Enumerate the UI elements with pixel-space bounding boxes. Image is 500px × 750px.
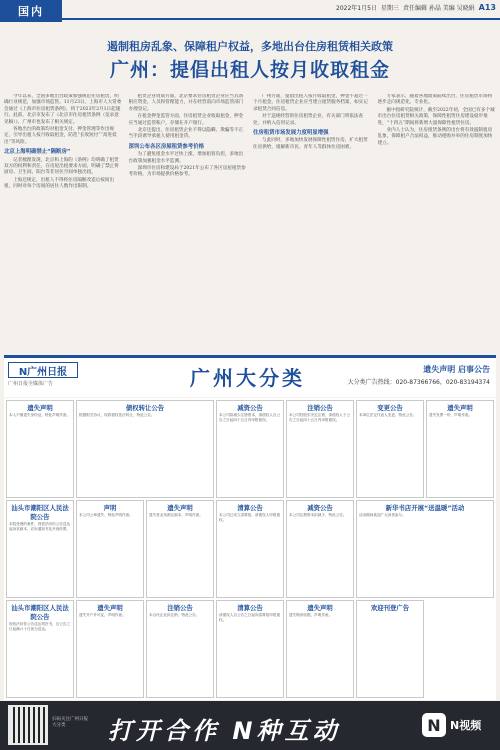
issue-date: 2022年1月5日 — [336, 5, 377, 12]
classified-notice — [286, 500, 354, 598]
notice-body: 本单位法定代表人变更，特此公告。 — [359, 413, 417, 417]
qr-code-icon[interactable] — [8, 705, 48, 745]
header-rule — [62, 18, 500, 20]
notice-body: 本合伙企业拟注销，特此公告。 — [149, 613, 200, 617]
paragraph: 为了避免租金水平过快上涨，增加租客负担，多地出台政策加强租金水平监测。 — [128, 152, 244, 164]
paragraph: 各地出台的政策均对租金支付、押金管理等作出规定，引导出租人按月收取租金，防范“长收短付”“高进低出”等风险。 — [4, 127, 117, 145]
article-subtitle: 遏制租房乱象、保障租户权益，多地出台住房租赁相关政策 — [107, 40, 393, 53]
paragraph: 与此同时，多地加快发展保障性租赁住房，扩大租赁住房供给，缓解新市民、青年人等群体住房困难。 — [253, 138, 368, 150]
notice-title: 欢迎刊登广告 — [370, 604, 410, 612]
notice-body: 本公司已成立清算组，请债权人申报债权。 — [219, 513, 281, 522]
ad-hotline: 大分类广告热线：020-87366766，020-83194374 — [347, 379, 490, 386]
qr-caption: 扫码关注广州日报大分类 — [52, 717, 88, 728]
notice-title: 债权转让公告 — [125, 404, 165, 412]
notice-title: 遗失声明 — [97, 604, 123, 612]
paragraph: 北京还提出，住房租赁企业不得以隐瞒、欺骗等不正当手段诱导承租人使用租金贷。 — [128, 128, 244, 140]
classified-notice — [6, 400, 74, 498]
classified-notice — [6, 600, 74, 698]
notice-title: 汕头市潮阳区人民法院公告 — [11, 504, 69, 521]
article-body — [4, 94, 496, 352]
notice-title: 汕头市潮阳区人民法院公告 — [11, 604, 69, 621]
editors: 责任编辑 孙晶 美编 吴晓娟 — [402, 5, 475, 12]
classified-slogan: 遗失声明 启事公告 — [423, 365, 490, 374]
notice-title: 遗失声明 — [447, 404, 473, 412]
notice-body: 遗失营业执照正副本，声明作废。 — [149, 513, 203, 517]
notice-body: 遗失开户许可证，声明作废。 — [79, 613, 126, 617]
notice-body: 根据相关协议，现将债权依法转让，特此公告。 — [79, 413, 155, 417]
notice-title: 减资公告 — [307, 504, 333, 512]
classified-title: 广州大分类 — [190, 366, 305, 390]
notice-body: 本公司经股东决定注销，请债权人于公告之日起四十五日内申报债权。 — [289, 413, 351, 422]
paragraph: 在租金押金监管方面，住房租赁企业收取租金、押金应当通过监管账户，存储在开户银行。 — [128, 114, 244, 126]
article-column-2 — [129, 94, 248, 352]
classified-notice — [286, 600, 354, 698]
article-headline: 广州：提倡出租人按月收取租金 — [109, 59, 390, 81]
classified-grid — [4, 398, 496, 700]
footer-slogan: 打开合作 N种互动 — [108, 717, 341, 745]
classified-notice — [356, 600, 424, 698]
notice-body: 本院受理的案件，现依法向你公告送达起诉状副本、应诉通知书及开庭传票。 — [9, 522, 71, 531]
classified-notice — [76, 500, 144, 598]
notice-body: 遗失发票一份，声明作废。 — [429, 413, 473, 417]
notice-title: 清算公告 — [237, 604, 263, 612]
classified-notice — [216, 600, 284, 698]
notice-title: 注销公告 — [167, 604, 193, 612]
notice-body: 本公司公章遗失，特此声明作废。 — [79, 513, 133, 517]
logo-caption: 广州日报全媒体广告 — [8, 381, 54, 387]
n-video-label: N视频 — [450, 719, 482, 732]
notice-body: 请债权人自公告之日起向清算组申报债权。 — [219, 613, 281, 622]
notice-title: 新华书店开展“送温暖”活动 — [385, 504, 465, 512]
notice-title: 声明 — [103, 504, 117, 512]
article-column-1 — [4, 94, 123, 352]
page-number: A13 — [478, 3, 496, 12]
paragraph: 广州方面，提倡出租人按月收取租金，押金不超过一个月租金。住房租赁企业应当建立租赁服务档案，如实记录租赁合同信息。 — [253, 94, 368, 112]
notice-title: 注销公告 — [307, 404, 333, 412]
section-tab: 国内 — [0, 0, 62, 22]
section-heading: 住房租赁市场发展力度明显增强 — [253, 130, 329, 137]
notice-title: 清算公告 — [237, 504, 263, 512]
notice-title: 遗失声明 — [27, 404, 53, 412]
n-video-icon: N — [422, 713, 446, 737]
paragraph: 租赁企业资质方面，北京要求住房租赁企业应当具备相应资金、人员和管理能力，并在经营前向市场监管部门办理登记。 — [128, 94, 244, 112]
notice-body: 本公司注册资本拟减少，特此公告。 — [289, 513, 347, 517]
classified-notice — [426, 400, 494, 498]
paragraph: 深圳市住房和建设局于2021年公布了各区房屋租赁参考价格，为市场提供价格参考。 — [128, 166, 246, 178]
classified-notice — [216, 500, 284, 598]
notice-body: 遗失购房收据，声明作废。 — [289, 613, 333, 617]
issue-weekday: 星期三 — [380, 5, 399, 12]
classified-notice — [76, 400, 214, 498]
classified-notice — [6, 500, 74, 598]
notice-title: 变更公告 — [377, 404, 403, 412]
classified-notice — [356, 500, 494, 598]
notice-body: 本公司拟减少注册资本，请债权人自公告之日起四十五日内申报债权。 — [219, 413, 281, 422]
classified-notice — [146, 600, 214, 698]
notice-title: 减资公告 — [237, 404, 263, 412]
paragraph: 记者梳理发现，北京和上海的《条例》均明确了租赁双方的权利和责任，在房屋出租要求方面，明确了禁止将厨房、卫生间、阳台等非居住空间单独出租。 — [4, 157, 119, 176]
notice-body: 活动期间欢迎广大读者参与。 — [359, 513, 406, 517]
article-column-3 — [253, 94, 372, 352]
paragraph: 据中指研究院统计，截至2022年初，全国已有多个城市出台住房租赁相关政策，保障性租赁住房建设稳步推进，“十四五”期间将新增大量保障性租赁住房。 — [377, 107, 495, 126]
notice-body: 本人不慎遗失身份证，特此声明作废。 — [9, 413, 71, 417]
paragraph: 上海还规定，出租人不得将住房隔断改造后按间出租，同时对每个房间的居住人数作出限制。 — [4, 177, 115, 190]
notice-title: 遗失声明 — [167, 504, 193, 512]
classified-notice — [356, 400, 424, 498]
dateline — [336, 3, 496, 12]
paragraph: 今年以来，全国多地出台政策加强规范住房租赁，明确行业规范，加强市场监管。11月23日，上海市人大常委会通过《上海市住房租赁条例》，将于2023年2月1日起施行。此前，北京市发布了《北京市住房租赁条例（征求意见稿）》，广州市也发布了相关规定。 — [4, 94, 122, 125]
n-video-logo[interactable] — [422, 709, 486, 741]
newspaper-logo: N广州日报 — [8, 362, 78, 378]
classified-notice — [286, 400, 354, 498]
footer-banner — [0, 701, 500, 750]
paragraph: 业内人士认为，住房租赁条例的出台将有效遏制租房乱象，保障租户合法权益，推动租购并举的住房制度加快建立。 — [377, 128, 493, 146]
section-heading: 深圳公布各区房屋租赁参考价格 — [128, 143, 204, 150]
classified-notice — [216, 400, 284, 498]
paragraph: 对于违规经营的住房租赁企业，有关部门将依法查处，并纳入信用记录。 — [253, 114, 364, 126]
classified-banner — [4, 355, 496, 397]
paragraph: 专家表示，随着各地政策陆续出台，住房租赁市场将逐步走向规范化、专业化。 — [377, 94, 493, 106]
classified-notice — [76, 600, 144, 698]
classified-notice — [146, 500, 214, 598]
notice-title: 遗失声明 — [307, 604, 333, 612]
notice-body: 现依法向你公告送达判决书，自公告之日起满六十日视为送达。 — [9, 622, 71, 631]
section-heading: 北京上海明确禁止“隔断房” — [4, 149, 71, 156]
page-header — [0, 0, 500, 22]
article-column-4 — [378, 94, 497, 352]
